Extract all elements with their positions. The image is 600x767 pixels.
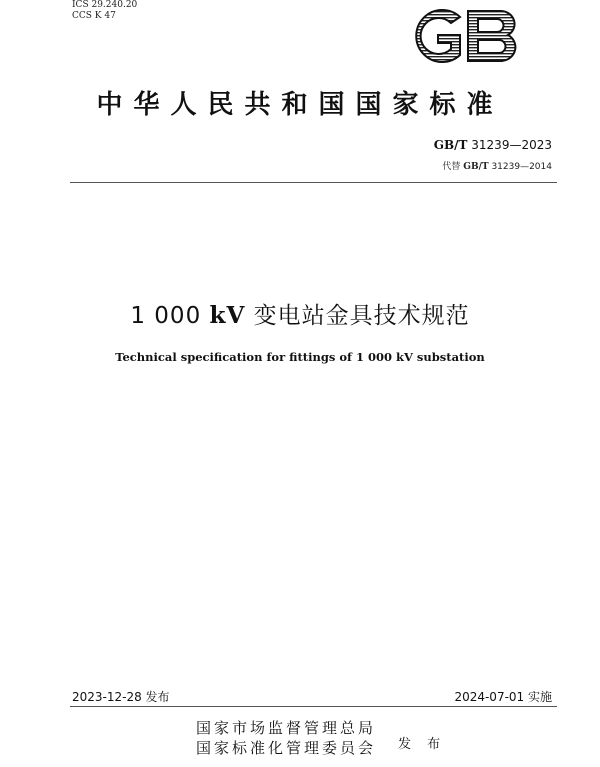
title-english: Technical specification for fittings of 1 000 kV substation [115,350,485,364]
issue-date: 2023-12-28 发布 [72,690,170,704]
replaces-number: 31239—2014 [491,162,552,172]
gb-logo [404,5,526,67]
title-chinese [0,297,600,330]
ccs-code: CCS K 47 [72,11,116,21]
standard-prefix: GB/T [433,138,468,152]
replaces-standard [442,159,552,172]
issuing-country-standard-title: 中华人民共和国国家标准 [96,90,504,120]
issuer-line-1: 国家市场监督管理总局 [196,719,377,737]
standard-number [434,138,552,152]
replaces-label: 代替 [442,162,461,172]
title-zh-prefix: 1 000 [130,303,202,329]
implementation-date: 2024-07-01 实施 [454,690,552,704]
issuer-line-2: 国家标准化管理委员会 [196,739,377,757]
top-divider [70,182,557,183]
title-zh-unit: kV [209,302,246,329]
bottom-divider [70,706,557,707]
title-zh-rest: 变电站金具技术规范 [253,303,470,329]
replaces-prefix: GB/T [463,162,489,172]
ics-code: ICS 29.240.20 [72,0,138,10]
publish-label: 发 布 [398,737,447,752]
classification-codes [72,0,137,22]
standard-number-value: 31239—2023 [471,138,552,152]
issuing-authorities [196,718,376,758]
